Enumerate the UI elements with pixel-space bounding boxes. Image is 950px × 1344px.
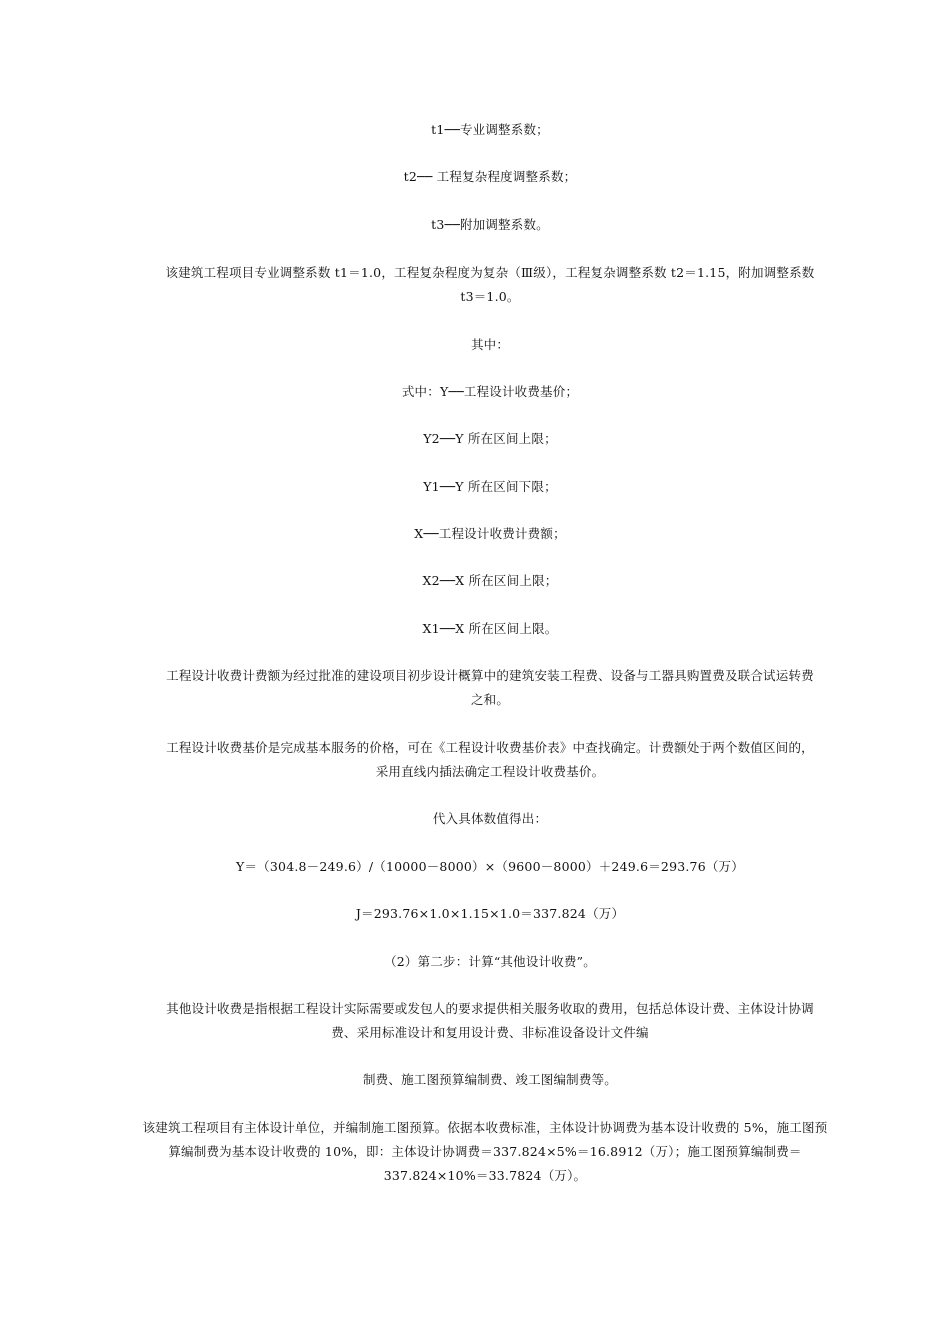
definition-t1: t1──专业调整系数； (431, 122, 549, 137)
project-fees-paragraph: 该建筑工程项目有主体设计单位，并编制施工图预算。依据本收费标准，主体设计协调费为基本设计收费的 5%，施工图预算编制费为基本设计收费的 10%，即：主体设计协调费＝337.824×5%＝16.8912（万）；施工图预算编制费＝337.824×10%＝33.7824（万）。 (142, 1120, 828, 1183)
definition-x: X──工程设计收费计费额； (414, 526, 566, 541)
fee-amount-paragraph: 工程设计收费计费额为经过批准的建设项目初步设计概算中的建筑安装工程费、设备与工器具购置费及联合试运转费之和。 (166, 668, 814, 707)
definition-y1: Y1──Y 所在区间下限； (423, 479, 557, 494)
formula-j: J＝293.76×1.0×1.15×1.0＝337.824（万） (355, 906, 625, 921)
step-two-heading: （2）第二步：计算“其他设计收费”。 (384, 954, 596, 969)
definition-x2: X2──X 所在区间上限； (422, 573, 558, 588)
other-fees-continued: 制费、施工图预算编制费、竣工图编制费等。 (362, 1072, 617, 1087)
substitute-label: 代入具体数值得出： (432, 811, 548, 826)
definition-t3: t3──附加调整系数。 (431, 217, 549, 232)
where-label: 其中： (470, 337, 510, 352)
formula-y: Y＝（304.8－249.6）/（10000－8000）×（9600－8000）＋249.6＝293.76（万） (236, 859, 744, 874)
other-fees-paragraph: 其他设计收费是指根据工程设计实际需要或发包人的要求提供相关服务收取的费用，包括总体设计费、主体设计协调费、采用标准设计和复用设计费、非标准设备设计文件编 (166, 1001, 814, 1040)
definition-y2: Y2──Y 所在区间上限； (423, 431, 557, 446)
definition-y: 式中：Y──工程设计收费基价； (401, 384, 579, 399)
coefficient-paragraph: 该建筑工程项目专业调整系数 t1＝1.0，工程复杂程度为复杂（Ⅲ级），工程复杂调整系数 t2＝1.15，附加调整系数 t3＝1.0。 (165, 265, 815, 304)
base-price-paragraph: 工程设计收费基价是完成基本服务的价格，可在《工程设计收费基价表》中查找确定。计费额处于两个数值区间的，采用直线内插法确定工程设计收费基价。 (166, 740, 814, 779)
definition-t2: t2── 工程复杂程度调整系数； (403, 169, 577, 184)
definition-x1: X1──X 所在区间上限。 (422, 621, 558, 636)
